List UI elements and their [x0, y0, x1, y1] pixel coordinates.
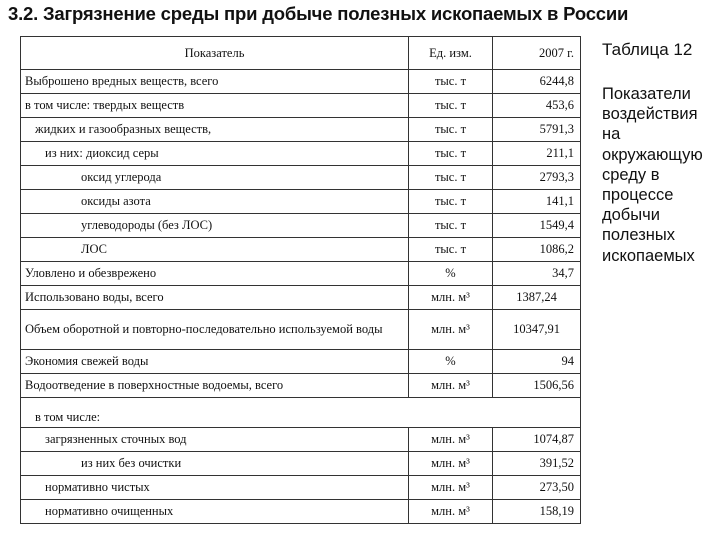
row-value: 10347,91	[493, 310, 581, 350]
table-row	[21, 262, 581, 286]
table-row	[21, 452, 581, 476]
row-label: Уловлено и обезврежено	[21, 262, 409, 286]
row-value: 1086,2	[493, 238, 581, 262]
row-label: Выброшено вредных веществ, всего	[21, 70, 409, 94]
emissions-table	[20, 36, 581, 524]
row-unit: млн. м³	[409, 476, 493, 500]
row-label: жидких и газообразных веществ,	[21, 118, 409, 142]
table-row	[21, 118, 581, 142]
caption-line: окружающую	[602, 145, 703, 164]
row-label: оксид углерода	[21, 166, 409, 190]
table-caption	[602, 84, 720, 266]
row-label: Экономия свежей воды	[21, 350, 409, 374]
table-row	[21, 94, 581, 118]
row-label: из них без очистки	[21, 452, 409, 476]
table-number: Таблица 12	[602, 40, 693, 59]
row-value: 391,52	[493, 452, 581, 476]
row-label: нормативно чистых	[21, 476, 409, 500]
table-row	[21, 374, 581, 398]
caption-line: ископаемых	[602, 246, 695, 265]
caption-line: на	[602, 125, 621, 144]
row-value: 211,1	[493, 142, 581, 166]
row-unit: млн. м³	[409, 500, 493, 524]
row-unit: тыс. т	[409, 166, 493, 190]
row-unit: тыс. т	[409, 190, 493, 214]
row-label: углеводороды (без ЛОС)	[21, 214, 409, 238]
row-unit: тыс. т	[409, 142, 493, 166]
table-body	[21, 70, 581, 524]
table-row	[21, 286, 581, 310]
table-header-row	[21, 37, 581, 70]
caption-line: процессе	[602, 186, 674, 205]
table-row	[21, 398, 581, 428]
row-value: 5791,3	[493, 118, 581, 142]
row-value: 1549,4	[493, 214, 581, 238]
row-value: 2793,3	[493, 166, 581, 190]
row-unit: тыс. т	[409, 238, 493, 262]
row-value: 34,7	[493, 262, 581, 286]
caption-line: добычи	[602, 206, 660, 225]
caption-line: среду в	[602, 165, 660, 184]
row-label: Использовано воды, всего	[21, 286, 409, 310]
table-row	[21, 310, 581, 350]
row-value: 1074,87	[493, 428, 581, 452]
row-value: 6244,8	[493, 70, 581, 94]
row-value: 1506,56	[493, 374, 581, 398]
row-unit: %	[409, 350, 493, 374]
row-value: 1387,24	[493, 286, 581, 310]
slide-title: 3.2. Загрязнение среды при добыче полезных ископаемых в России	[8, 3, 629, 24]
table-row	[21, 190, 581, 214]
row-value: 94	[493, 350, 581, 374]
row-unit: тыс. т	[409, 214, 493, 238]
row-unit: %	[409, 262, 493, 286]
row-unit: тыс. т	[409, 70, 493, 94]
table-row	[21, 214, 581, 238]
row-unit: млн. м³	[409, 428, 493, 452]
row-label: оксиды азота	[21, 190, 409, 214]
caption-line: Показатели	[602, 85, 691, 103]
header-year: 2007 г.	[493, 37, 581, 70]
header-unit: Ед. изм.	[409, 37, 493, 70]
row-label: из них: диоксид серы	[21, 142, 409, 166]
table-row	[21, 476, 581, 500]
table-row	[21, 238, 581, 262]
table-row	[21, 350, 581, 374]
row-unit: млн. м³	[409, 452, 493, 476]
row-value: 453,6	[493, 94, 581, 118]
row-value: 141,1	[493, 190, 581, 214]
caption-line: воздействия	[602, 105, 698, 124]
table-row	[21, 500, 581, 524]
row-label: в том числе:	[21, 398, 581, 428]
row-label: загрязненных сточных вод	[21, 428, 409, 452]
row-label: ЛОС	[21, 238, 409, 262]
row-label: нормативно очищенных	[21, 500, 409, 524]
table-row	[21, 70, 581, 94]
header-indicator: Показатель	[21, 37, 409, 70]
row-label: Водоотведение в поверхностные водоемы, всего	[21, 374, 409, 398]
row-unit: млн. м³	[409, 286, 493, 310]
table-row	[21, 428, 581, 452]
row-label: Объем оборотной и повторно-последовательно используемой воды	[21, 310, 409, 350]
row-value: 158,19	[493, 500, 581, 524]
table-row	[21, 142, 581, 166]
row-unit: тыс. т	[409, 94, 493, 118]
table-row	[21, 166, 581, 190]
row-label: в том числе: твердых веществ	[21, 94, 409, 118]
row-unit: тыс. т	[409, 118, 493, 142]
caption-line: полезных	[602, 226, 675, 245]
row-unit: млн. м³	[409, 310, 493, 350]
row-unit: млн. м³	[409, 374, 493, 398]
row-value: 273,50	[493, 476, 581, 500]
